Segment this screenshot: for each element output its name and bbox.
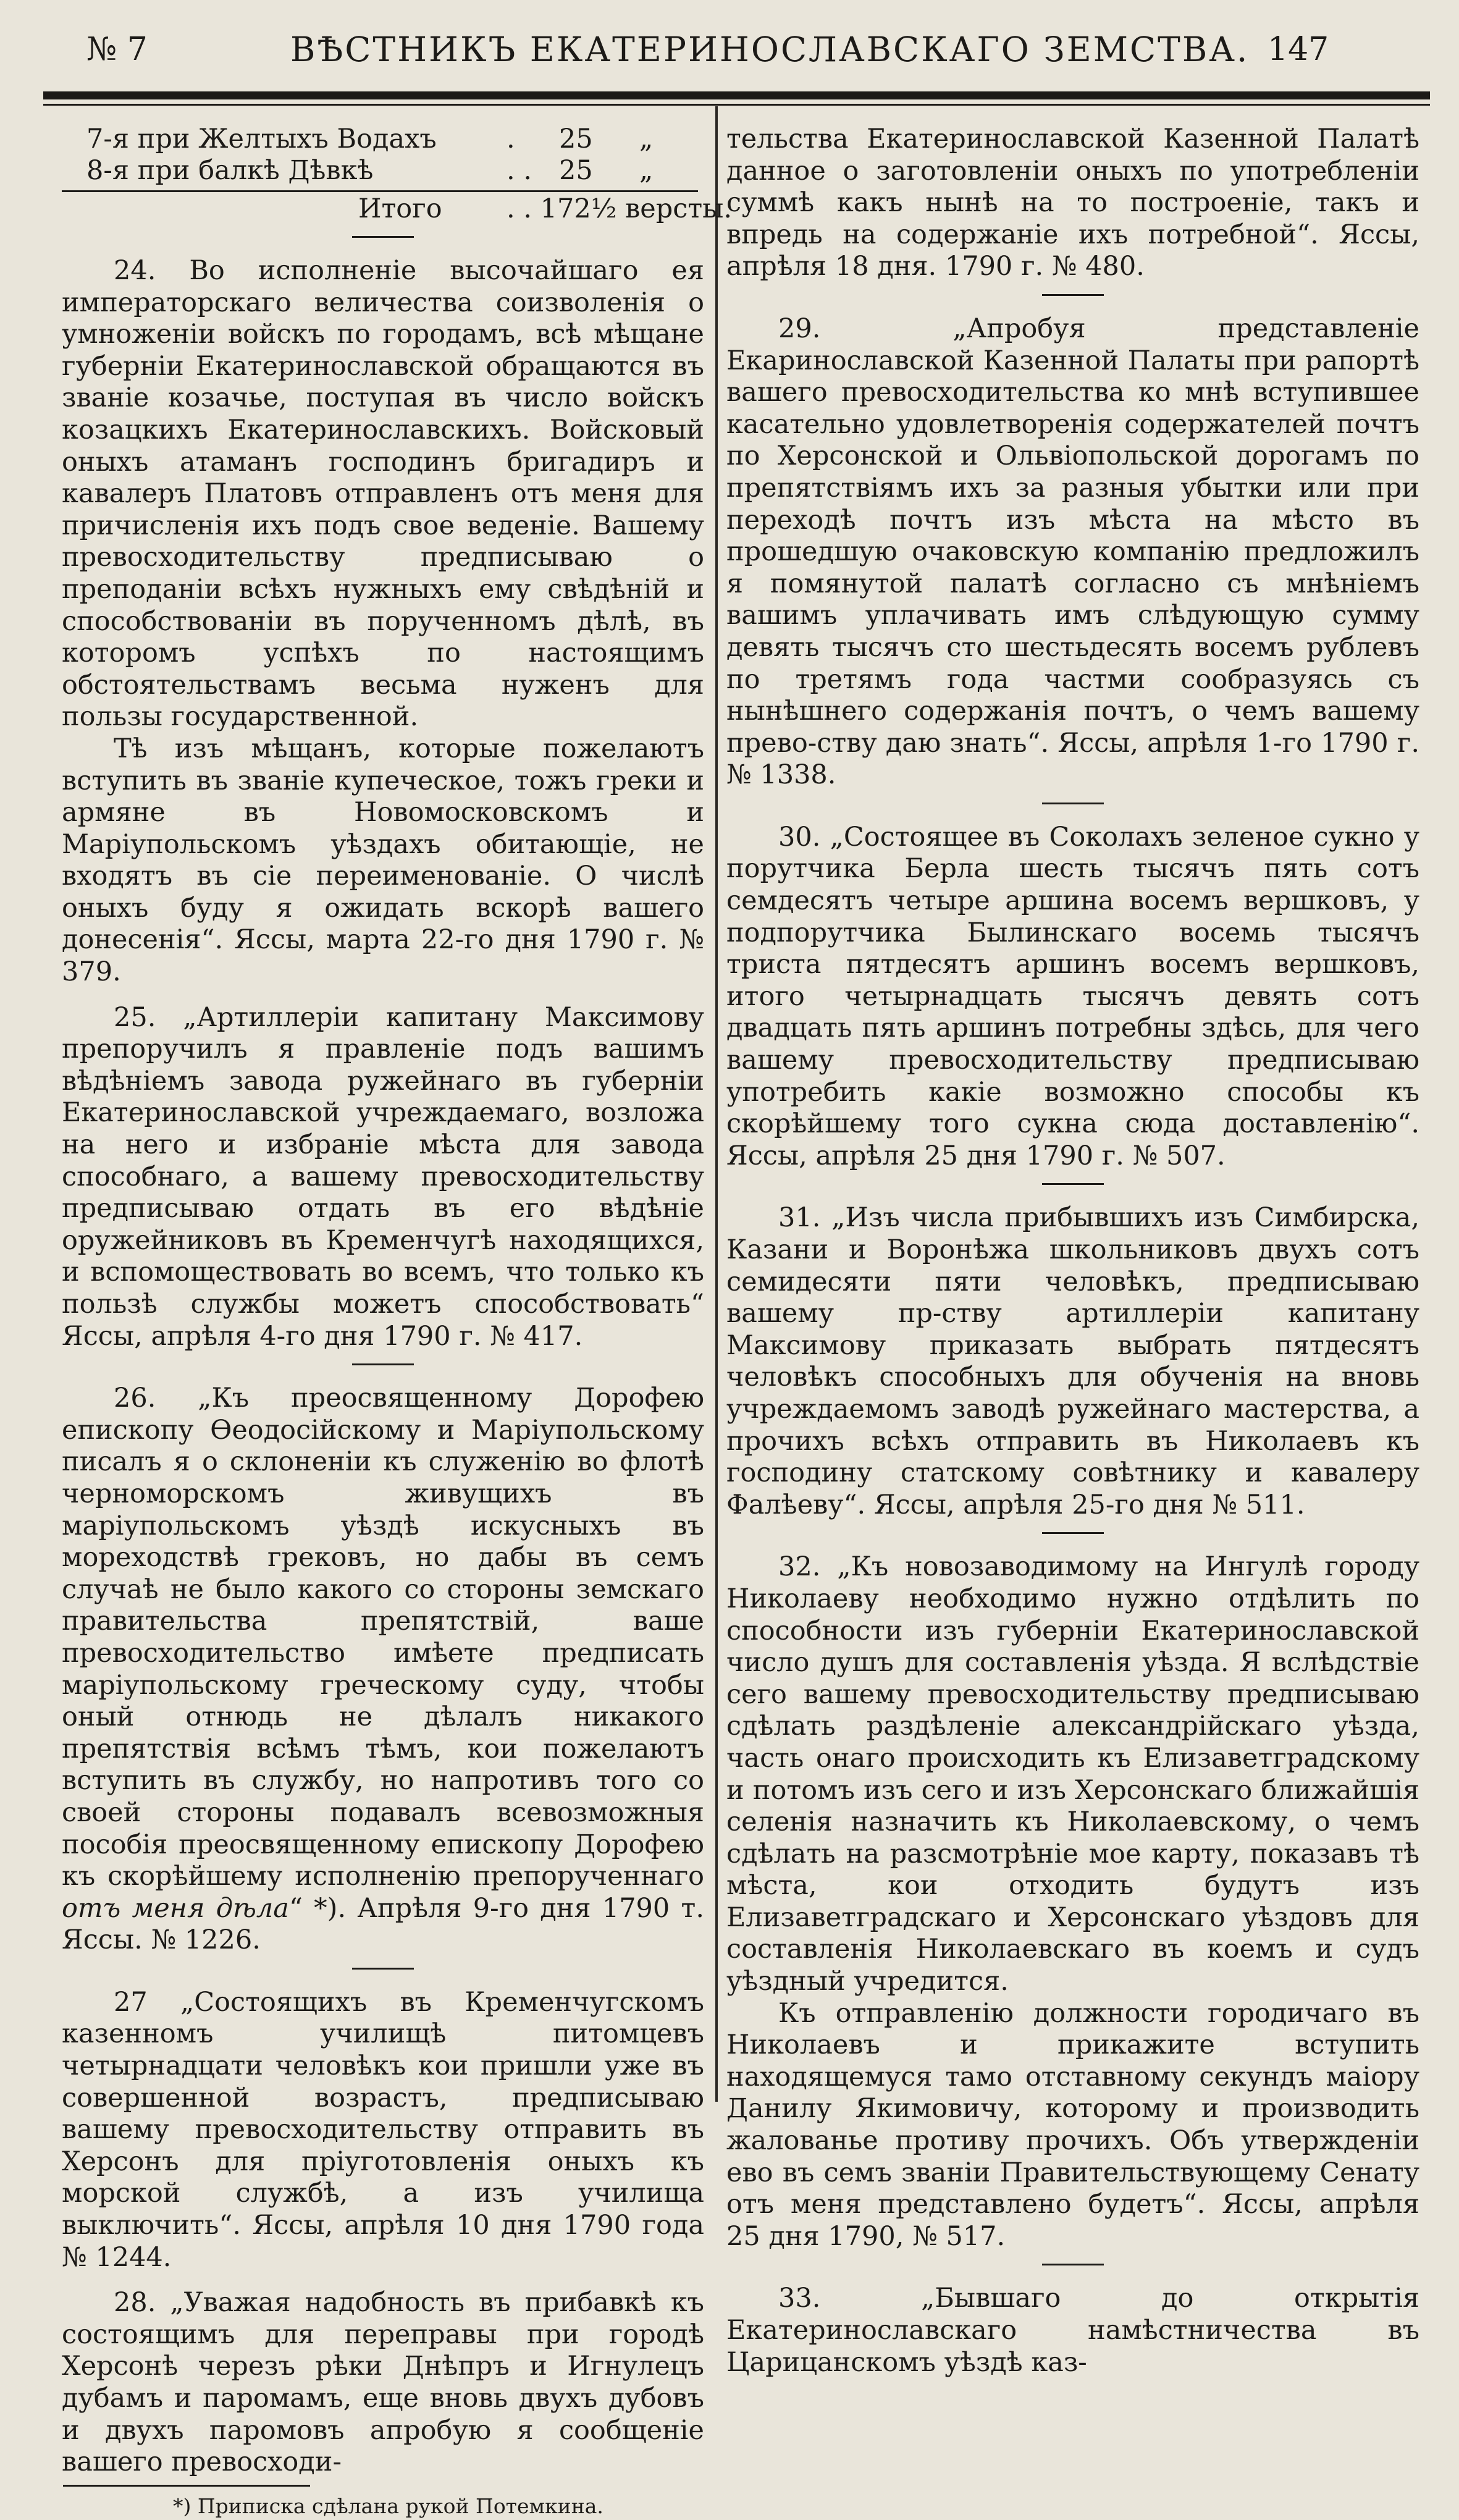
header-rule-thin (43, 104, 1430, 106)
route-dots: . . (507, 155, 532, 186)
right-column (726, 124, 1419, 2379)
paragraph-26-end: “ *). Апрѣля 9-го дня 1790 т. Яссы. № 1226. (62, 1892, 704, 1956)
section-separator (1042, 803, 1104, 804)
section-separator (1042, 1183, 1104, 1185)
left-column (62, 124, 733, 2520)
paragraph-26-italic: отъ меня дѣла (62, 1892, 289, 1924)
paragraph-27: 27 „Состоящихъ въ Кременчугскомъ казенномъ училищѣ питомцевъ четырнадцати человѣкъ кои пришли уже въ совершенной возрастъ, предписываю вашему превосходительству отправить въ Херсонъ для пріуготовленія оныхъ къ морской службѣ, а изъ училища выключить“. Яссы, апрѣля 10 дня 1790 года № 1244. (62, 1986, 704, 2273)
route-table (62, 124, 733, 225)
paragraph-32-continued: Къ отправленію должности городичаго въ Николаевъ и прикажите вступить находящемуся тамо отставному секундъ маіору Данилу Якимовичу, которому и производить жалованье противу прочихъ. Объ утвержденіи ево въ семъ званіи Правительствующему Сенату отъ меня представлено будетъ“. Яссы, апрѣля 25 дня 1790, № 517. (726, 1997, 1419, 2252)
section-separator (1042, 1532, 1104, 1534)
paragraph-24-continued: Тѣ изъ мѣщанъ, которые пожелаютъ вступить въ званіе купеческое, тожъ греки и армяне въ Новомосковскомъ и Маріупольскомъ уѣздахъ обитающіе, не входятъ въ сіе переименованіе. О числѣ оныхъ буду я ожидать вскорѣ вашего донесенія“. Яссы, марта 22-го дня 1790 г. № 379. (62, 733, 704, 988)
footnote-rule (63, 2485, 310, 2487)
column-divider (715, 106, 718, 2102)
paragraph-30: 30. „Состоящее въ Соколахъ зеленое сукно у порутчика Берла шесть тысячъ пять сотъ семдесятъ четыре аршина восемъ вершковъ, у подпорутчика Былинскаго восемь тысячъ триста пятдесятъ аршинъ восемъ вершковъ, итого четырнадцать тысячъ девять сотъ двадцать пять аршинъ потребны здѣсь, для чего вашему превосходительству предписываю употребить какіе возможно способы къ скорѣйшему того сукна сюда доставленію“. Яссы, апрѣля 25 дня 1790 г. № 507. (726, 821, 1419, 1171)
total-label: Итого (358, 193, 442, 224)
route-dots: . (507, 124, 515, 154)
paragraph-29: 29. „Апробуя представленіе Екариноcлавской Казенной Палаты при рапортѣ вашего превосходительства ко мнѣ вступившее касательно удовлетворенія содержателей почтъ по Херсонской и Ольвіопольской дорогамъ по препятствіямъ ихъ за разныя убытки или при переходѣ почтъ изъ мѣста на мѣсто въ прошедшую очаковскую компанію предложилъ я помянутой палатѣ согласно съ мнѣніемъ вашимъ уплачивать имъ слѣдующую сумму девять тысячъ сто шестьдесять восемъ рублевъ по третямъ года частми сообразуясь съ нынѣшнего содержанія почтъ, о чемъ вашему прево-ству даю знать“. Яссы, апрѣля 1-го 1790 г. № 1338. (726, 313, 1419, 791)
page-number: 147 (1268, 31, 1329, 68)
paragraph-26-text: 26. „Къ преосвященному Дорофею епископу Ѳеодосійскому и Маріупольскому писалъ я о склоненіи къ служенію во флотѣ черноморскомъ живущихъ въ маріупольскомъ уѣздѣ искусныхъ въ мореходствѣ грековъ, но дабы въ семъ случаѣ не было какого со стороны земскаго правительства препятствій, ваше превосходительство имѣете предписать маріупольскому греческому суду, чтобы оный отнюдь не дѣлалъ никакого препятствія всѣмъ тѣмъ, кои пожелаютъ вступить въ службу, но напротивъ того со своей стороны подавалъ всевозможныя пособія преосвященному епископу Дорофею къ скорѣйшему исполненію препорученнаго (62, 1383, 704, 1892)
table-total-row (62, 193, 733, 225)
table-row (62, 155, 704, 187)
paragraph-33: 33. „Бывшаго до открытія Екатеринославскаго намѣстничества въ Царицанскомъ уѣздѣ каз- (726, 2283, 1419, 2378)
paragraph-25: 25. „Артиллеріи капитану Максимову препоручилъ я правленіе подъ вашимъ вѣдѣніемъ завода ружейнаго въ губерніи Екатеринославской учреждаемаго, возложа на него и избраніе мѣста для завода способнаго, а вашему превосходительству предписываю отдать въ его вѣдѣніе оружейниковъ въ Кременчугѣ находящихся, и вспомоществовать во всемъ, что только къ пользѣ службы можетъ способствовать“ Яссы, апрѣля 4-го дня 1790 г. № 417. (62, 1001, 704, 1352)
ditto-mark: „ (639, 124, 654, 154)
route-distance: 25 (559, 155, 593, 186)
paragraph-28-continued: тельства Екатеринославской Казенной Палатѣ данное о заготовленіи оныхъ по употребленіи суммѣ какъ нынѣ на то построеніе, такъ и впредь на содержаніе ихъ потребной“. Яссы, апрѣля 18 дня. 1790 г. № 480. (726, 124, 1419, 282)
paragraph-28: 28. „Уважая надобность въ прибавкѣ къ состоящимъ для переправы при городѣ Херсонѣ черезъ рѣки Днѣпръ и Игнулецъ дубамъ и паромамъ, еще вновь двухъ дубовъ и двухъ паромовъ апробую я сообщеніе вашего превосходи- (62, 2287, 704, 2478)
section-separator (352, 1363, 414, 1365)
table-total-rule (62, 190, 698, 192)
page-header (0, 25, 1459, 74)
issue-number: № 7 (86, 31, 148, 68)
journal-title: ВѢСТНИКЪ ЕКАТЕРИНОСЛАВСКАГО ЗЕМСТВА. (290, 30, 1250, 69)
ditto-mark: „ (639, 155, 654, 186)
section-separator (1042, 2264, 1104, 2265)
section-separator (352, 236, 414, 238)
table-row (62, 124, 704, 155)
paragraph-26 (62, 1383, 704, 1957)
header-rule-thick (43, 91, 1430, 99)
total-value: . . 172½ версты. (507, 193, 733, 224)
paragraph-31: 31. „Изъ числа прибывшихъ изъ Симбирска, Казани и Воронѣжа школьниковъ двухъ сотъ семидесяти пяти человѣкъ, предписываю вашему пр-ству артиллеріи капитану Максимову приказать выбрать пятдесятъ человѣкъ способныхъ для обученія на вновь учреждаемомъ заводѣ ружейнаго мастерства, а прочихъ всѣхъ отправить въ Николаевъ къ господину статскому совѣтнику и кавалеру Фалѣеву“. Яссы, апрѣля 25-го дня № 511. (726, 1202, 1419, 1520)
route-name: 8-я при балкѣ Дѣвкѣ (86, 155, 374, 186)
section-separator (1042, 294, 1104, 296)
footnote: *) Приписка сдѣлана рукой Потемкина. (173, 2493, 603, 2518)
paragraph-24: 24. Во исполненіе высочайшаго ея императорскаго величества соизволенія о умноженіи войскъ по городамъ, всѣ мѣщане губерніи Екатеринославской обращаются въ званіе козачье, поступая въ число войскъ козацкихъ Екатеринославскихъ. Войсковый оныхъ атаманъ господинъ бригадиръ и кавалеръ Платовъ отправленъ отъ меня для причисленія ихъ подъ свое веденіе. Вашему превосходительству предписываю о преподаніи всѣхъ нужныхъ ему свѣдѣній и способствованіи въ порученномъ дѣлѣ, въ которомъ успѣхъ по настоящимъ обстоятельствамъ весьма нуженъ для пользы государственной. (62, 255, 704, 733)
route-distance: 25 (559, 124, 593, 154)
section-separator (352, 1968, 414, 1970)
route-name: 7-я при Желтыхъ Водахъ (86, 124, 437, 154)
paragraph-32: 32. „Къ новозаводимому на Ингулѣ городу Николаеву необходимо нужно отдѣлить по способности изъ губерніи Екатеринославской число душъ для составленія уѣзда. Я вслѣдствіе сего вашему превосходительству предписываю сдѣлать раздѣленіе александрійскаго уѣзда, часть онаго происходить къ Елизаветградскому и потомъ изъ сего и изъ Херсонскаго ближайшія селенія назначить къ Николаевскому, о чемъ сдѣлать на разсмотрѣніе мое карту, показавъ тѣ мѣста, кои отходить будутъ изъ Елизаветградскаго и Херсонскаго уѣздовъ для составленія Николаевскаго въ коемъ и судъ уѣздный учредится. (726, 1551, 1419, 1997)
